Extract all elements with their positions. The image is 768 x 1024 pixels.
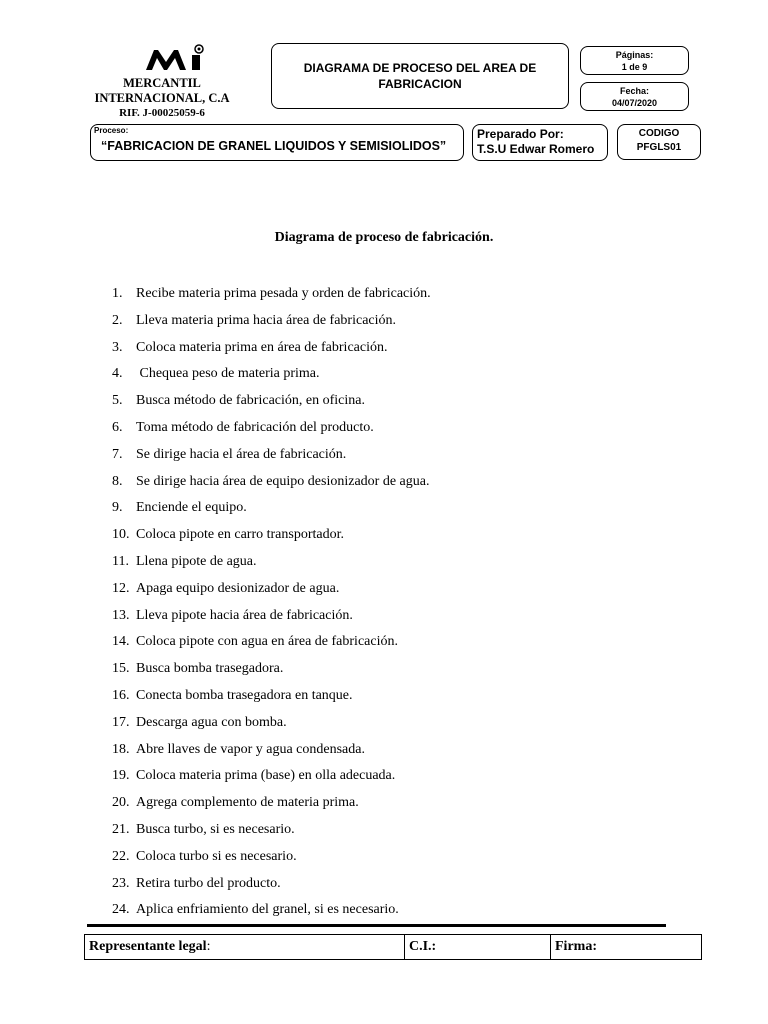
process-step-item [112, 522, 431, 549]
section-heading: Diagrama de proceso de fabricación. [274, 230, 494, 245]
prepared-by-value: T.S.U Edwar Romero [477, 142, 595, 156]
process-step-text: Enciende el equipo. [136, 500, 247, 516]
signature-cell: Firma: [551, 935, 702, 960]
process-step-item [112, 817, 431, 844]
process-step-item [112, 308, 431, 335]
process-step-number: 18. [112, 741, 130, 757]
process-step-text: Llena pipote de agua. [136, 553, 257, 569]
process-step-item [112, 335, 431, 362]
process-step-number: 23. [112, 875, 130, 891]
process-label: Proceso: [94, 126, 129, 135]
process-step-text: Agrega complemento de materia prima. [136, 795, 359, 811]
process-step-item [112, 442, 431, 469]
process-step-number: 4. [112, 366, 123, 382]
process-step-text: Se dirige hacia el área de fabricación. [136, 446, 347, 462]
legal-rep-cell [85, 935, 405, 960]
company-name-line2: INTERNACIONAL, C.A [94, 91, 230, 105]
company-logo-icon [144, 44, 214, 72]
process-step-item [112, 549, 431, 576]
process-step-number: 14. [112, 634, 130, 650]
process-step-item [112, 897, 431, 924]
process-step-item [112, 710, 431, 737]
process-step-text: Busca método de fabricación, en oficina. [136, 393, 365, 409]
process-step-text: Chequea peso de materia prima. [136, 366, 320, 382]
process-step-item [112, 388, 431, 415]
pages-value: 1 de 9 [621, 62, 648, 72]
process-step-number: 19. [112, 768, 130, 784]
process-step-item [112, 281, 431, 308]
process-value: “FABRICACION DE GRANEL LIQUIDOS Y SEMISIOLIDOS” [101, 139, 447, 153]
process-step-text: Coloca pipote con agua en área de fabricación. [136, 634, 398, 650]
process-step-number: 24. [112, 902, 130, 918]
process-step-number: 12. [112, 580, 130, 596]
process-step-text: Lleva pipote hacia área de fabricación. [136, 607, 353, 623]
signature-table [84, 934, 702, 960]
process-step-item [112, 683, 431, 710]
process-step-number: 1. [112, 286, 123, 301]
process-step-number: 5. [112, 393, 123, 409]
pages-box [580, 46, 689, 75]
prepared-by-box [472, 124, 608, 161]
process-step-text: Coloca pipote en carro transportador. [136, 527, 344, 543]
company-info [92, 76, 232, 121]
legal-rep-colon: : [206, 939, 211, 954]
process-step-number: 22. [112, 848, 130, 864]
process-step-item [112, 469, 431, 496]
process-step-number: 21. [112, 821, 130, 837]
process-step-number: 10. [112, 527, 130, 543]
legal-rep-label: Representante legal [89, 939, 207, 954]
process-step-text: Conecta bomba trasegadora en tanque. [136, 687, 353, 703]
prepared-by-label: Preparado Por: [477, 127, 564, 141]
process-step-item [112, 656, 431, 683]
code-box [617, 124, 701, 160]
process-step-text: Se dirige hacia área de equipo desionizador de agua. [136, 473, 430, 489]
process-box [90, 124, 464, 161]
pages-label: Páginas: [615, 50, 654, 60]
process-step-text: Recibe materia prima pesada y orden de fabricación. [136, 286, 431, 301]
process-steps-list [112, 281, 431, 924]
process-step-item [112, 495, 431, 522]
process-step-text: Coloca materia prima en área de fabricación. [136, 339, 388, 355]
code-value: PFGLS01 [636, 142, 682, 153]
process-step-item [112, 871, 431, 898]
process-step-item [112, 844, 431, 871]
process-step-item [112, 737, 431, 764]
process-step-text: Coloca turbo si es necesario. [136, 848, 297, 864]
company-rif: RIF. J-00025059-6 [119, 107, 205, 119]
process-step-text: Abre llaves de vapor y agua condensada. [136, 741, 365, 757]
process-step-number: 3. [112, 339, 123, 355]
date-value: 04/07/2020 [611, 98, 658, 108]
process-step-number: 15. [112, 661, 130, 677]
process-step-item [112, 415, 431, 442]
process-step-text: Descarga agua con bomba. [136, 714, 287, 730]
process-step-text: Aplica enfriamiento del granel, si es necesario. [136, 902, 399, 918]
document-title-line2: FABRICACION [378, 77, 462, 91]
code-label: CODIGO [638, 128, 680, 139]
process-step-text: Apaga equipo desionizador de agua. [136, 580, 340, 596]
process-step-text: Busca bomba trasegadora. [136, 661, 284, 677]
document-title-box [271, 43, 569, 109]
process-step-item [112, 576, 431, 603]
process-step-number: 16. [112, 687, 130, 703]
divider-line [87, 924, 666, 927]
process-step-text: Lleva materia prima hacia área de fabricación. [136, 312, 397, 328]
date-box [580, 82, 689, 111]
process-step-number: 20. [112, 795, 130, 811]
process-step-number: 13. [112, 607, 130, 623]
process-step-number: 17. [112, 714, 130, 730]
process-step-item [112, 790, 431, 817]
process-step-number: 2. [112, 312, 123, 328]
process-step-item [112, 763, 431, 790]
process-step-number: 11. [112, 553, 129, 569]
company-name-line1: MERCANTIL [123, 76, 201, 90]
process-step-number: 7. [112, 446, 123, 462]
date-label: Fecha: [619, 86, 649, 96]
document-title-line1: DIAGRAMA DE PROCESO DEL AREA DE [303, 61, 537, 75]
process-step-text: Retira turbo del producto. [136, 875, 281, 891]
process-step-text: Coloca materia prima (base) en olla adecuada. [136, 768, 396, 784]
process-step-item [112, 603, 431, 630]
process-step-text: Busca turbo, si es necesario. [136, 821, 295, 837]
ci-cell: C.I.: [405, 935, 551, 960]
process-step-item [112, 361, 431, 388]
process-step-number: 6. [112, 419, 123, 435]
process-step-text: Toma método de fabricación del producto. [136, 419, 374, 435]
process-step-number: 9. [112, 500, 123, 516]
process-step-item [112, 629, 431, 656]
process-step-number: 8. [112, 473, 123, 489]
